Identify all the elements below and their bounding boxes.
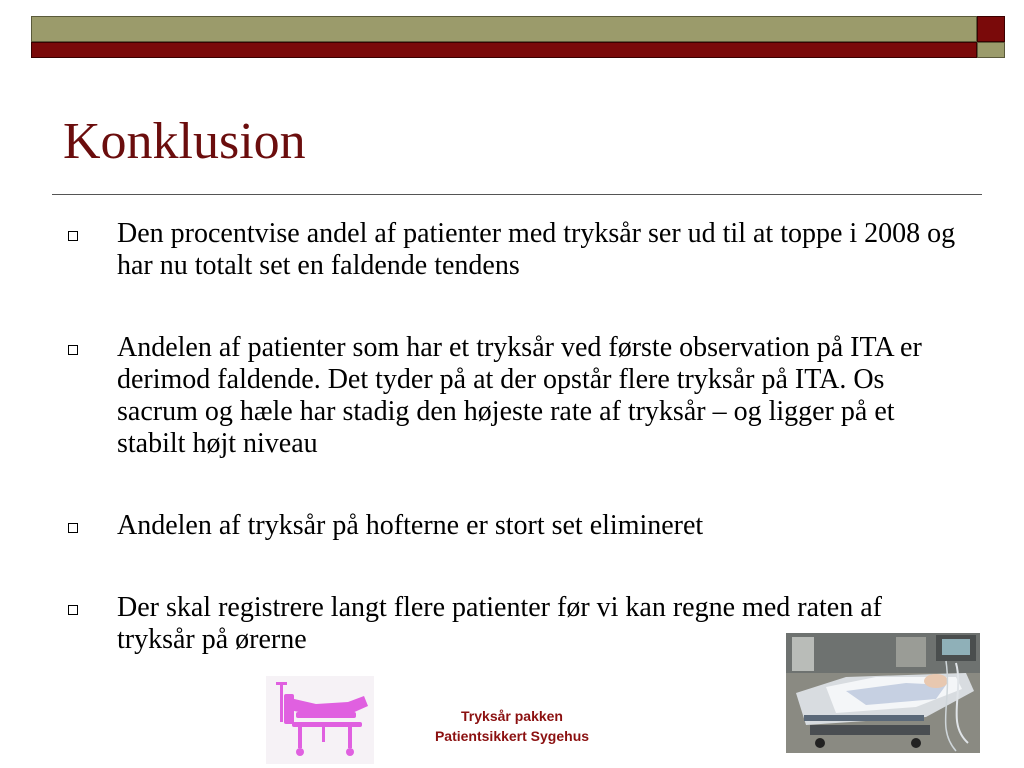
slide-title: Konklusion bbox=[63, 113, 306, 170]
hollow-square-bullet-icon bbox=[68, 345, 78, 355]
hollow-square-bullet-icon bbox=[68, 523, 78, 533]
bullet-list bbox=[64, 218, 964, 656]
bullet-text: Der skal registrere langt flere patienter før vi kan regne med raten af tryksår på ørerne bbox=[117, 592, 882, 655]
header-corner-red bbox=[977, 16, 1005, 42]
hollow-square-bullet-icon bbox=[68, 605, 78, 615]
hollow-square-bullet-icon bbox=[68, 231, 78, 241]
bullet-text: Den procentvise andel af patienter med tryksår ser ud til at toppe i 2008 og har nu totalt set en faldende tendens bbox=[117, 218, 956, 281]
bullet-item bbox=[64, 218, 964, 282]
bullet-text: Andelen af tryksår på hofterne er stort set elimineret bbox=[117, 510, 704, 541]
footer-line-2: Patientsikkert Sygehus bbox=[434, 728, 590, 744]
hospital-bed-photo bbox=[786, 633, 980, 753]
header-band-olive bbox=[31, 16, 977, 42]
hospital-bed-icon bbox=[266, 676, 374, 764]
header-band-red bbox=[31, 42, 977, 58]
footer-branding bbox=[412, 706, 612, 746]
bullet-item bbox=[64, 510, 964, 542]
title-divider bbox=[52, 194, 982, 195]
header-corner-olive bbox=[977, 42, 1005, 58]
footer-line-1: Tryksår pakken bbox=[461, 708, 563, 724]
bullet-item bbox=[64, 332, 964, 460]
bullet-text: Andelen af patienter som har et tryksår ved første observation på ITA er derimod faldende. Det tyder på at der opstår flere tryksår på ITA. Os sacrum og hæle har stadig den højeste rate af tryksår – og ligger på et stabilt højt niveau bbox=[117, 332, 922, 459]
